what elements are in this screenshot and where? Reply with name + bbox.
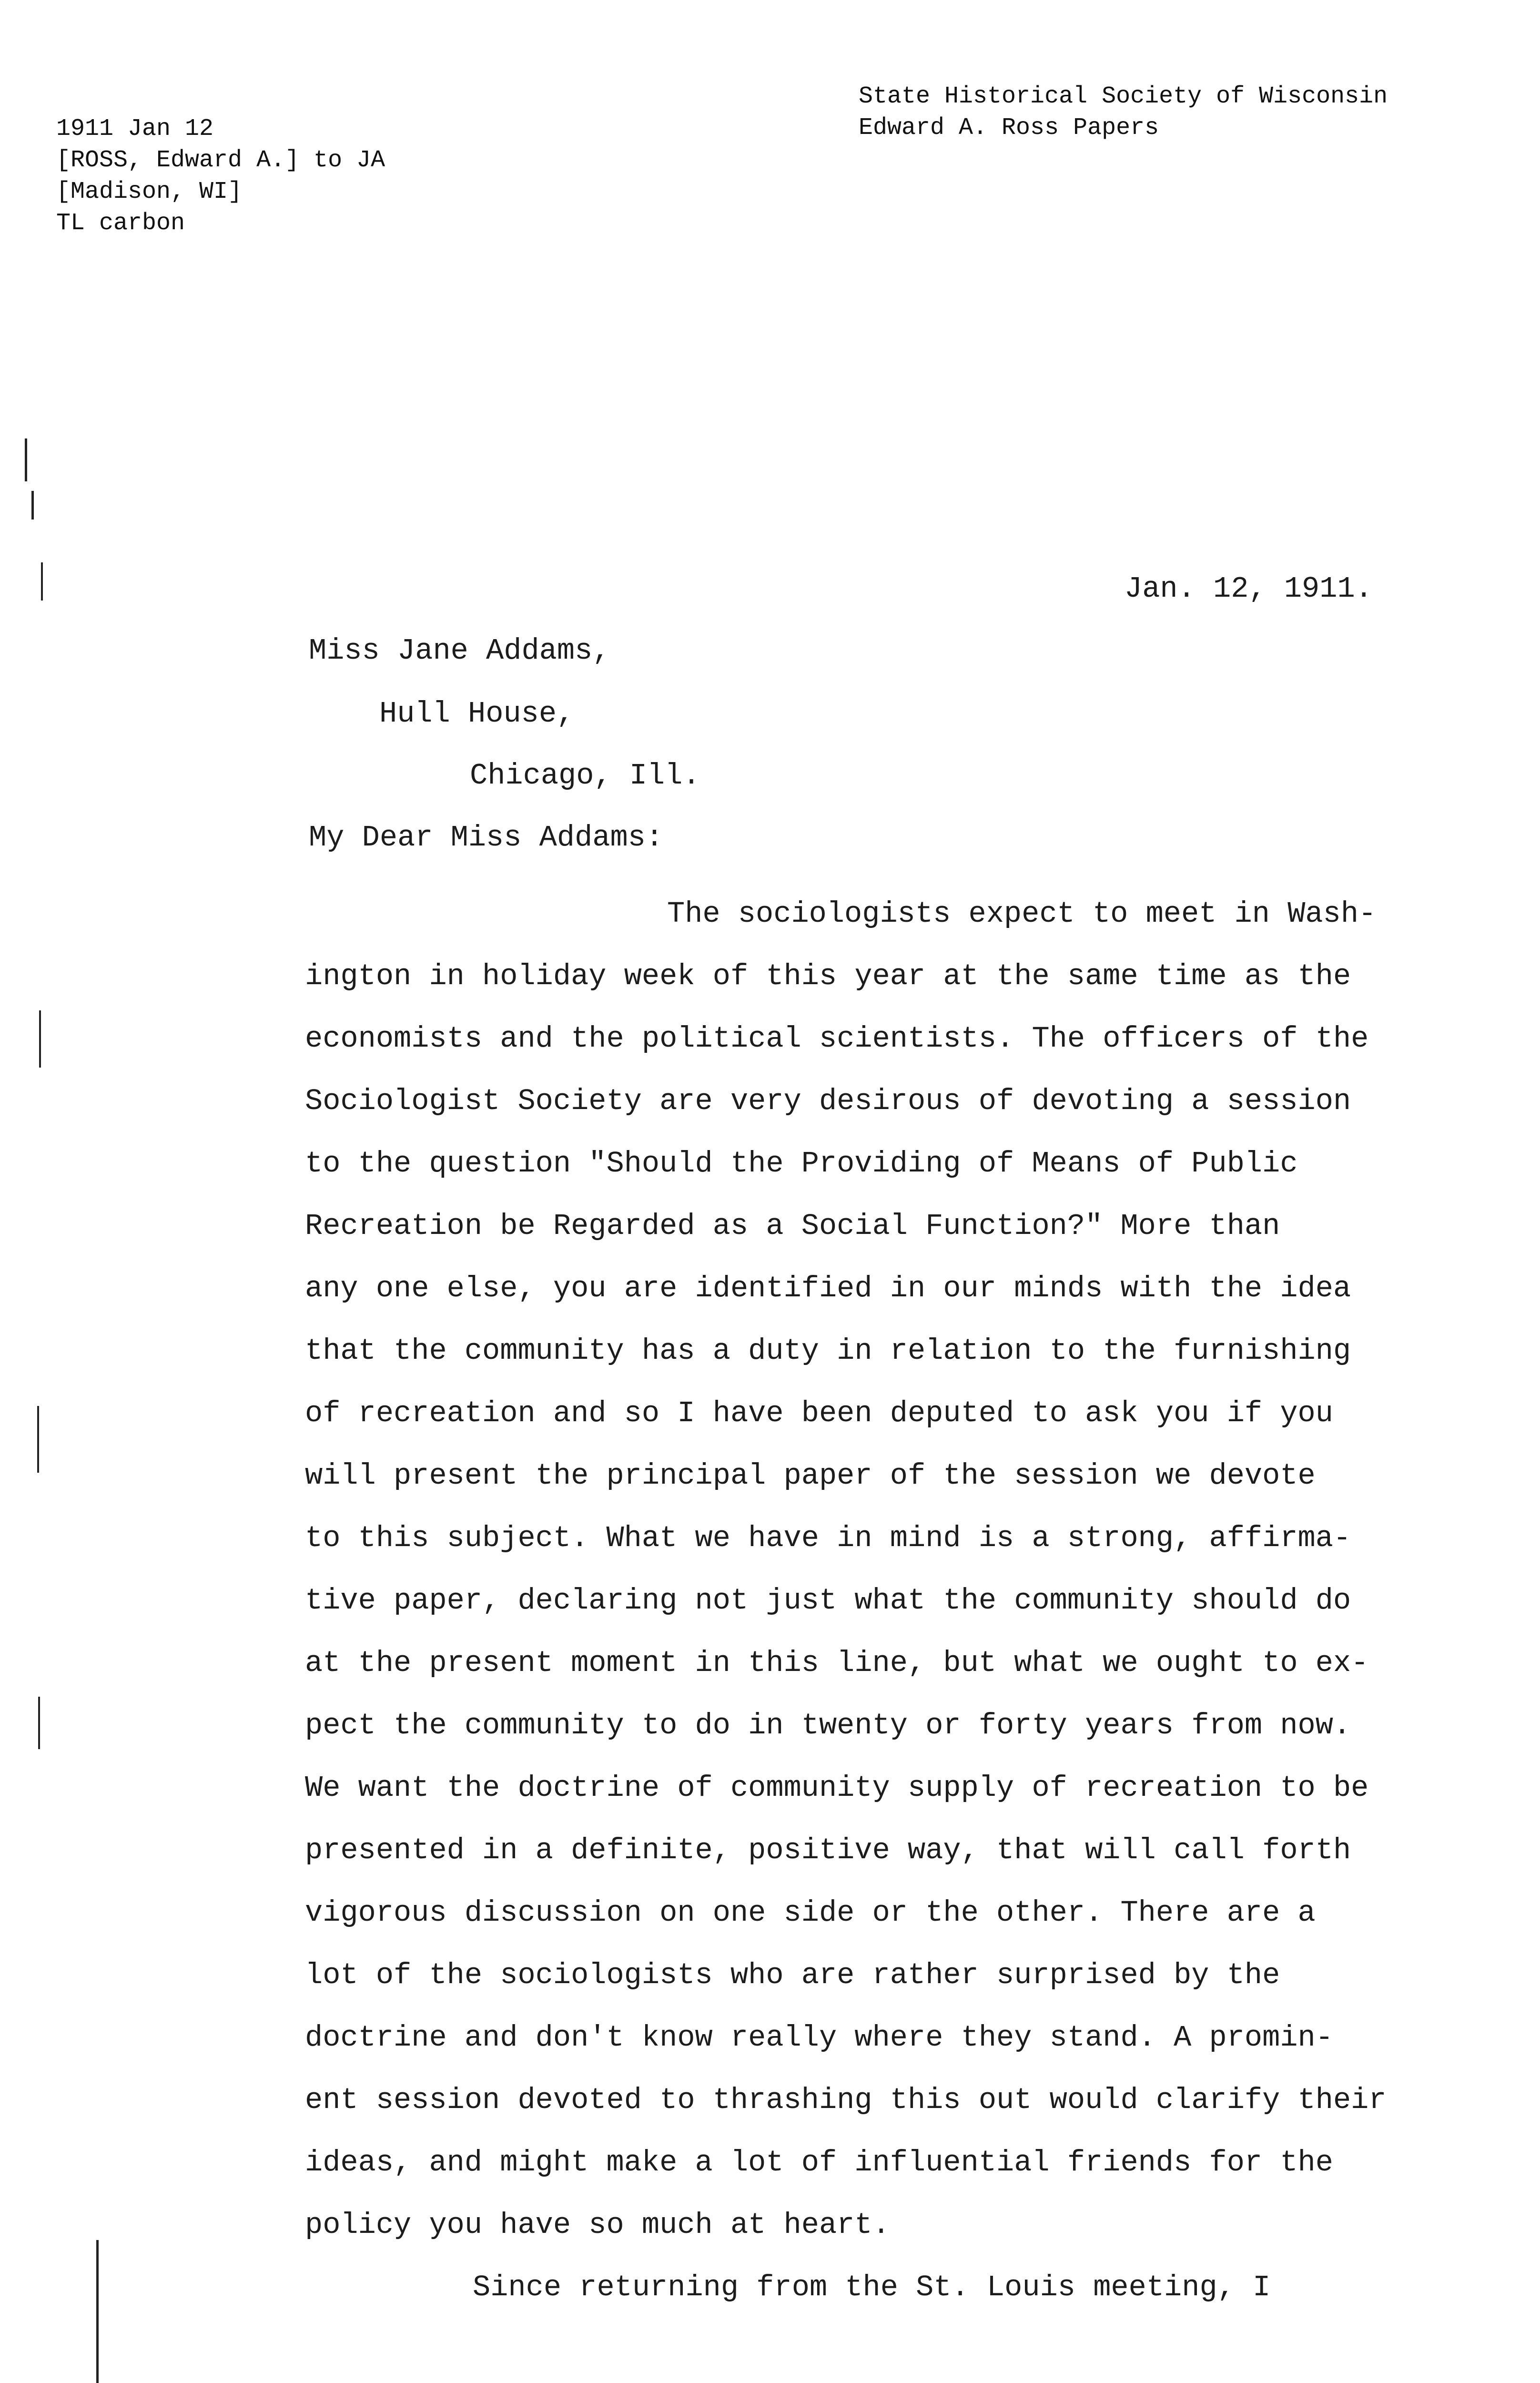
body-line: policy you have so much at heart. <box>305 2208 890 2242</box>
citation-correspondents: [ROSS, Edward A.] to JA <box>56 147 385 174</box>
body-line: doctrine and don't know really where they stand. A promin- <box>305 2021 1333 2055</box>
body-line: ington in holiday week of this year at the same time as the <box>305 959 1351 993</box>
letter-body <box>305 883 1410 2319</box>
body-line: will present the principal paper of the session we devote <box>305 1459 1316 1493</box>
body-line: The sociologists expect to meet in Wash- <box>667 897 1377 931</box>
body-line: any one else, you are identified in our minds with the idea <box>305 1272 1351 1305</box>
recipient-city: Chicago, Ill. <box>470 759 700 793</box>
body-line: vigorous discussion on one side or the other. There are a <box>305 1896 1316 1930</box>
scan-edge-mark <box>96 2240 99 2383</box>
body-line: tive paper, declaring not just what the community should do <box>305 1584 1351 1618</box>
body-line: of recreation and so I have been deputed to ask you if you <box>305 1396 1333 1430</box>
scan-edge-mark <box>41 562 43 601</box>
archive-source <box>859 81 1388 144</box>
archival-citation <box>56 113 385 239</box>
scan-edge-mark <box>31 491 34 519</box>
scan-edge-mark <box>25 438 27 481</box>
recipient-organization: Hull House, <box>379 697 575 731</box>
body-line: Recreation be Regarded as a Social Function?" More than <box>305 1209 1280 1243</box>
body-line: to this subject. What we have in mind is a strong, affirma- <box>305 1521 1351 1555</box>
archive-collection: Edward A. Ross Papers <box>859 114 1159 142</box>
body-line: ideas, and might make a lot of influential friends for the <box>305 2146 1333 2179</box>
letter-date: Jan. 12, 1911. <box>1125 572 1373 606</box>
body-line: lot of the sociologists who are rather surprised by the <box>305 1958 1280 1992</box>
body-line: to the question "Should the Providing of Means of Public <box>305 1147 1298 1181</box>
body-line: We want the doctrine of community supply of recreation to be <box>305 1771 1369 1805</box>
scan-edge-mark <box>38 1697 40 1749</box>
body-line: that the community has a duty in relation to the furnishing <box>305 1334 1351 1368</box>
citation-place: [Madison, WI] <box>56 178 243 205</box>
scan-edge-mark <box>39 1010 41 1068</box>
body-line: ent session devoted to thrashing this out would clarify their <box>305 2083 1387 2117</box>
body-line: at the present moment in this line, but what we ought to ex- <box>305 1646 1369 1680</box>
recipient-name: Miss Jane Addams, <box>309 634 610 668</box>
archive-institution: State Historical Society of Wisconsin <box>859 83 1388 110</box>
body-line: Sociologist Society are very desirous of devoting a session <box>305 1084 1351 1118</box>
citation-format: TL carbon <box>56 210 185 237</box>
body-line: presented in a definite, positive way, that will call forth <box>305 1833 1351 1867</box>
body-line: Since returning from the St. Louis meeting, I <box>473 2271 1271 2304</box>
letter-salutation: My Dear Miss Addams: <box>309 821 664 855</box>
scan-edge-mark <box>37 1406 39 1473</box>
body-line: pect the community to do in twenty or forty years from now. <box>305 1709 1351 1742</box>
citation-date: 1911 Jan 12 <box>56 115 214 143</box>
body-line: economists and the political scientists. The officers of the <box>305 1022 1369 1056</box>
